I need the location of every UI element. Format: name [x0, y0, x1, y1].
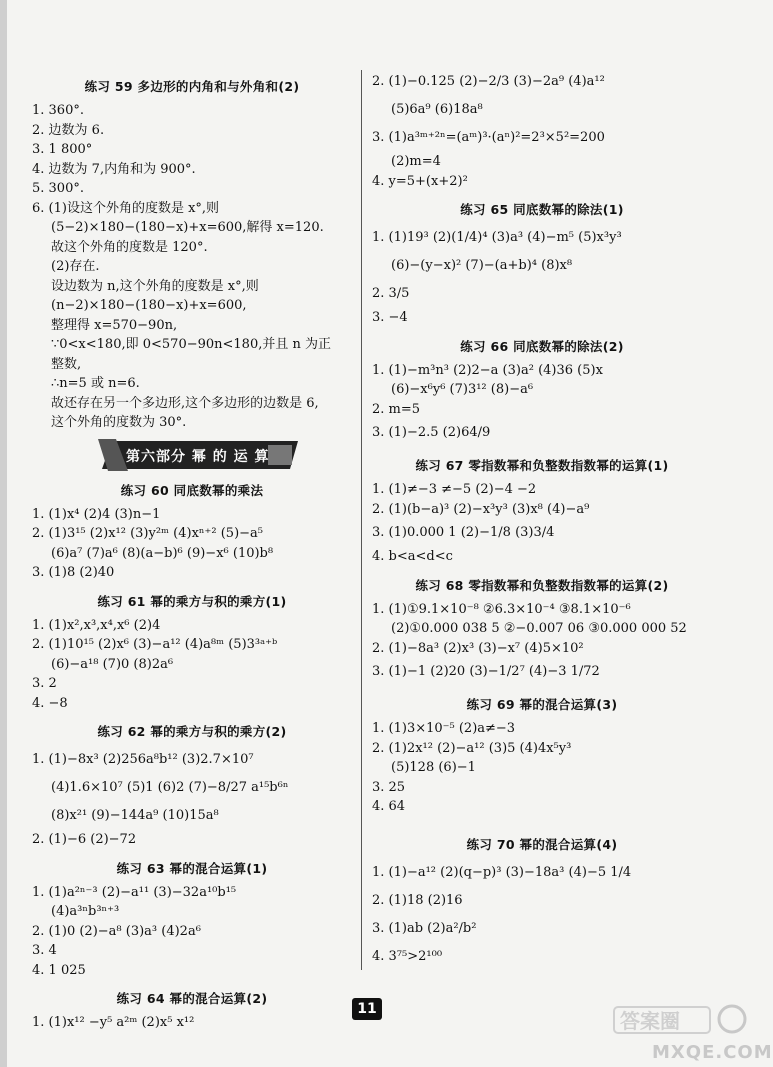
answer-line: (5−2)×180−(180−x)+x=600,解得 x=120. — [51, 220, 324, 235]
answer-line: 2. (1)18 (2)16 — [372, 892, 463, 908]
page-number: 11 — [352, 998, 382, 1020]
answer-line: 整数, — [51, 356, 82, 372]
answer-line: 4. 3⁷⁵>2¹⁰⁰ — [372, 948, 443, 964]
answer-line: (2)①0.000 038 5 ②−0.007 06 ③0.000 000 52 — [391, 621, 687, 636]
answer-line: 2. (1)(b−a)³ (2)−x³y³ (3)x⁸ (4)−a⁹ — [372, 501, 590, 517]
answer-line: 1. (1)x¹² −y⁵ a²ᵐ (2)x⁵ x¹² — [32, 1015, 195, 1030]
exercise-60-title: 练习 60 同底数幂的乘法 — [120, 482, 264, 498]
exercise-69-title: 练习 69 幂的混合运算(3) — [466, 697, 618, 712]
answer-line: 2. (1)10¹⁵ (2)x⁶ (3)−a¹² (4)a⁸ᵐ (5)3³ᵃ⁺ᵇ — [32, 637, 278, 652]
answer-line: (6)−x⁶y⁶ (7)3¹² (8)−a⁶ — [391, 382, 534, 397]
answer-line: 3. (1)ab (2)a²/b² — [372, 920, 477, 936]
exercise-63-title: 练习 63 幂的混合运算(1) — [116, 860, 268, 876]
exercise-68-title: 练习 68 零指数幂和负整数指数幂的运算(2) — [415, 577, 669, 593]
answer-line: (6)a⁷ (7)a⁶ (8)(a−b)⁶ (9)−x⁶ (10)b⁸ — [51, 545, 274, 561]
exercise-67-title: 练习 67 零指数幂和负整数指数幂的运算(1) — [415, 458, 669, 473]
answer-line: (4)a³ⁿb³ⁿ⁺³ — [51, 904, 120, 919]
answer-line: 2. 3/5 — [372, 286, 410, 301]
exercise-70-title: 练习 70 幂的混合运算(4) — [466, 836, 618, 852]
answer-line: 2. (1)3¹⁵ (2)x¹² (3)y²ᵐ (4)xⁿ⁺² (5)−a⁵ — [32, 526, 263, 541]
answer-line: 2. (1)0 (2)−a⁸ (3)a³ (4)2a⁶ — [32, 923, 201, 939]
answer-line: 4. −8 — [32, 695, 68, 711]
answer-line: 设边数为 n,这个外角的度数是 x°,则 — [51, 278, 259, 294]
page-edge — [0, 0, 7, 1067]
exercise-66-title: 练习 66 同底数幂的除法(2) — [460, 338, 624, 354]
answer-line: 1. (1)−8x³ (2)256a⁸b¹² (3)2.7×10⁷ — [32, 752, 254, 767]
answer-line: (8)x²¹ (9)−144a⁹ (10)15a⁸ — [51, 808, 219, 823]
answer-line: 1. (1)−m³n³ (2)2−a (3)a² (4)36 (5)x — [372, 362, 603, 378]
right-column — [372, 68, 712, 971]
exercise-62-title: 练习 62 幂的乘方与积的乘方(2) — [97, 724, 287, 739]
watermark-cn: 答案圈 — [620, 1009, 680, 1033]
answer-line: 1. (1)3×10⁻⁵ (2)a≠−3 — [372, 721, 516, 736]
answer-line: 4. 边数为 7,内角和为 900°. — [32, 161, 196, 177]
answer-line: 3. (1)−2.5 (2)64/9 — [372, 425, 491, 440]
answer-line: 4. y=5+(x+2)² — [372, 173, 468, 189]
answer-line: 4. 1 025 — [32, 962, 86, 978]
answer-line: 6. (1)设这个外角的度数是 x°,则 — [32, 200, 220, 216]
answer-line: 2. (1)−8a³ (2)x³ (3)−x⁷ (4)5×10² — [372, 640, 584, 656]
answer-line: (5)128 (6)−1 — [391, 760, 476, 775]
answer-line: 3. 1 800° — [32, 142, 93, 157]
answer-line: 故这个外角的度数是 120°. — [51, 239, 208, 255]
watermark-text: MXQE.COM — [652, 1042, 773, 1063]
answer-line: 这个外角的度数为 30°. — [51, 415, 187, 430]
answer-line: 3. −4 — [372, 310, 408, 325]
section-title: 第六部分 幂 的 运 算 — [126, 448, 270, 465]
answer-line: 1. (1)a²ⁿ⁻³ (2)−a¹¹ (3)−32a¹⁰b¹⁵ — [32, 884, 237, 900]
column-divider — [361, 70, 362, 970]
answer-line: 1. (1)19³ (2)(1/4)⁴ (3)a³ (4)−m⁵ (5)x³y³ — [372, 230, 622, 245]
answer-line: 3. (1)8 (2)40 — [32, 565, 115, 580]
answer-line: 2. m=5 — [372, 401, 421, 417]
answer-line: (6)−a¹⁸ (7)0 (8)2a⁶ — [51, 656, 174, 672]
answer-line: 5. 300°. — [32, 181, 84, 196]
answer-line: (2)存在. — [51, 259, 100, 274]
answer-line: ∵0<x<180,即 0<570−90n<180,并且 n 为正 — [51, 337, 331, 352]
answer-line: 2. 边数为 6. — [32, 122, 105, 138]
answer-line: 2. (1)−0.125 (2)−2/3 (3)−2a⁹ (4)a¹² — [372, 74, 605, 89]
exercise-64-title: 练习 64 幂的混合运算(2) — [116, 991, 268, 1006]
answer-line: 3. 25 — [372, 779, 406, 795]
answer-line: 3. (1)a³ᵐ⁺²ⁿ=(aᵐ)³·(aⁿ)²=2³×5²=200 — [372, 130, 605, 145]
answer-line: 2. (1)2x¹² (2)−a¹² (3)5 (4)4x⁵y³ — [372, 740, 572, 756]
answer-line: ∴n=5 或 n=6. — [51, 376, 140, 391]
answer-line: 3. 2 — [32, 676, 57, 691]
section-banner — [98, 439, 298, 471]
answer-line: 1. (1)①9.1×10⁻⁸ ②6.3×10⁻⁴ ③8.1×10⁻⁶ — [372, 601, 631, 617]
answer-line: (n−2)×180−(180−x)+x=600, — [51, 298, 247, 313]
answer-line: 1. 360°. — [32, 103, 84, 118]
answer-line: 1. (1)−a¹² (2)(q−p)³ (3)−18a³ (4)−5 1/4 — [372, 864, 632, 880]
exercise-65-title: 练习 65 同底数幂的除法(1) — [460, 202, 624, 217]
answer-line: 1. (1)x⁴ (2)4 (3)n−1 — [32, 506, 161, 522]
answer-line: (5)6a⁹ (6)18a⁸ — [391, 102, 483, 117]
left-column — [32, 68, 352, 1033]
answer-line: 整理得 x=570−90n, — [51, 317, 178, 333]
answer-line: 4. b<a<d<c — [372, 549, 453, 564]
answer-line: 4. 64 — [372, 799, 406, 814]
exercise-59-title: 练习 59 多边形的内角和与外角和(2) — [84, 79, 300, 94]
answer-line: 2. (1)−6 (2)−72 — [32, 832, 137, 847]
exercise-61-title: 练习 61 幂的乘方与积的乘方(1) — [97, 593, 287, 609]
answer-line: 3. 4 — [32, 943, 57, 958]
answer-line: (2)m=4 — [391, 154, 441, 169]
answer-line: 1. (1)x²,x³,x⁴,x⁶ (2)4 — [32, 617, 161, 633]
answer-line: 3. (1)0.000 1 (2)−1/8 (3)3/4 — [372, 525, 555, 540]
answer-line: (6)−(y−x)² (7)−(a+b)⁴ (8)x⁸ — [391, 258, 573, 273]
answer-line: 3. (1)−1 (2)20 (3)−1/2⁷ (4)−3 1/72 — [372, 664, 600, 679]
answer-line: 故还存在另一个多边形,这个多边形的边数是 6, — [51, 395, 319, 411]
answer-line: 1. (1)≠−3 ≠−5 (2)−4 −2 — [372, 482, 537, 497]
answer-line: (4)1.6×10⁷ (5)1 (6)2 (7)−8/27 a¹⁵b⁶ⁿ — [51, 780, 289, 795]
